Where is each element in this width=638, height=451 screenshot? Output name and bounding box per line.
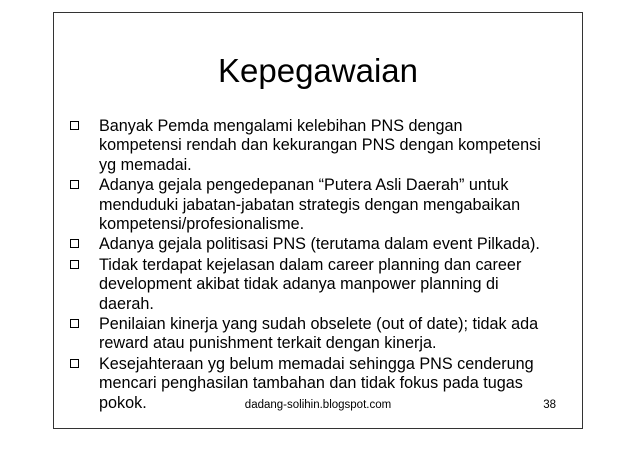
checkbox-bullet-icon bbox=[70, 121, 79, 130]
bullet-line: Banyak Pemda mengalami kelebihan PNS dengan bbox=[99, 117, 463, 135]
bullet-line: menduduki jabatan-jabatan strategis dengan mengabaikan bbox=[99, 195, 521, 214]
bullet-line: kompetensi rendah dan kekurangan PNS dengan kompetensi bbox=[99, 136, 541, 155]
bullet-item bbox=[70, 315, 570, 354]
checkbox-bullet-icon bbox=[70, 260, 79, 269]
bullet-item bbox=[70, 117, 570, 175]
bullet-line: development akibat tidak adanya manpower planning di bbox=[99, 275, 499, 294]
bullet-line: Penilaian kinerja yang sudah obselete (out of date); tidak ada bbox=[99, 315, 539, 334]
bullet-line: Kesejahteraan yg belum memadai sehingga PNS cenderung bbox=[99, 354, 534, 373]
slide bbox=[53, 12, 583, 429]
bullet-item bbox=[70, 176, 570, 234]
bullet-item bbox=[70, 235, 570, 254]
checkbox-bullet-icon bbox=[70, 180, 79, 189]
page-number: 38 bbox=[543, 399, 556, 411]
bullet-line: reward atau punishment terkait dengan kinerja. bbox=[99, 334, 437, 353]
bullet-line: mencari penghasilan tambahan dan tidak fokus pada tugas bbox=[99, 374, 523, 393]
checkbox-bullet-icon bbox=[70, 359, 79, 368]
bullet-line: yg memadai. bbox=[99, 155, 192, 174]
bullet-line: Tidak terdapat kejelasan dalam career planning dan career bbox=[99, 255, 522, 274]
bullet-line: Adanya gejala pengedepanan “Putera Asli Daerah” untuk bbox=[99, 176, 509, 195]
slide-title: Kepegawaian bbox=[218, 52, 418, 89]
checkbox-bullet-icon bbox=[70, 319, 79, 328]
bullet-item bbox=[70, 256, 570, 314]
bullet-line: kompetensi/profesionalisme. bbox=[99, 215, 305, 234]
bullet-line: daerah. bbox=[99, 294, 154, 313]
checkbox-bullet-icon bbox=[70, 239, 79, 248]
footer-url: dadang-solihin.blogspot.com bbox=[244, 399, 392, 411]
bullet-line: pokok. bbox=[99, 393, 147, 412]
bullet-list bbox=[70, 117, 570, 414]
bullet-line: Adanya gejala politisasi PNS (terutama dalam event Pilkada). bbox=[99, 235, 540, 254]
